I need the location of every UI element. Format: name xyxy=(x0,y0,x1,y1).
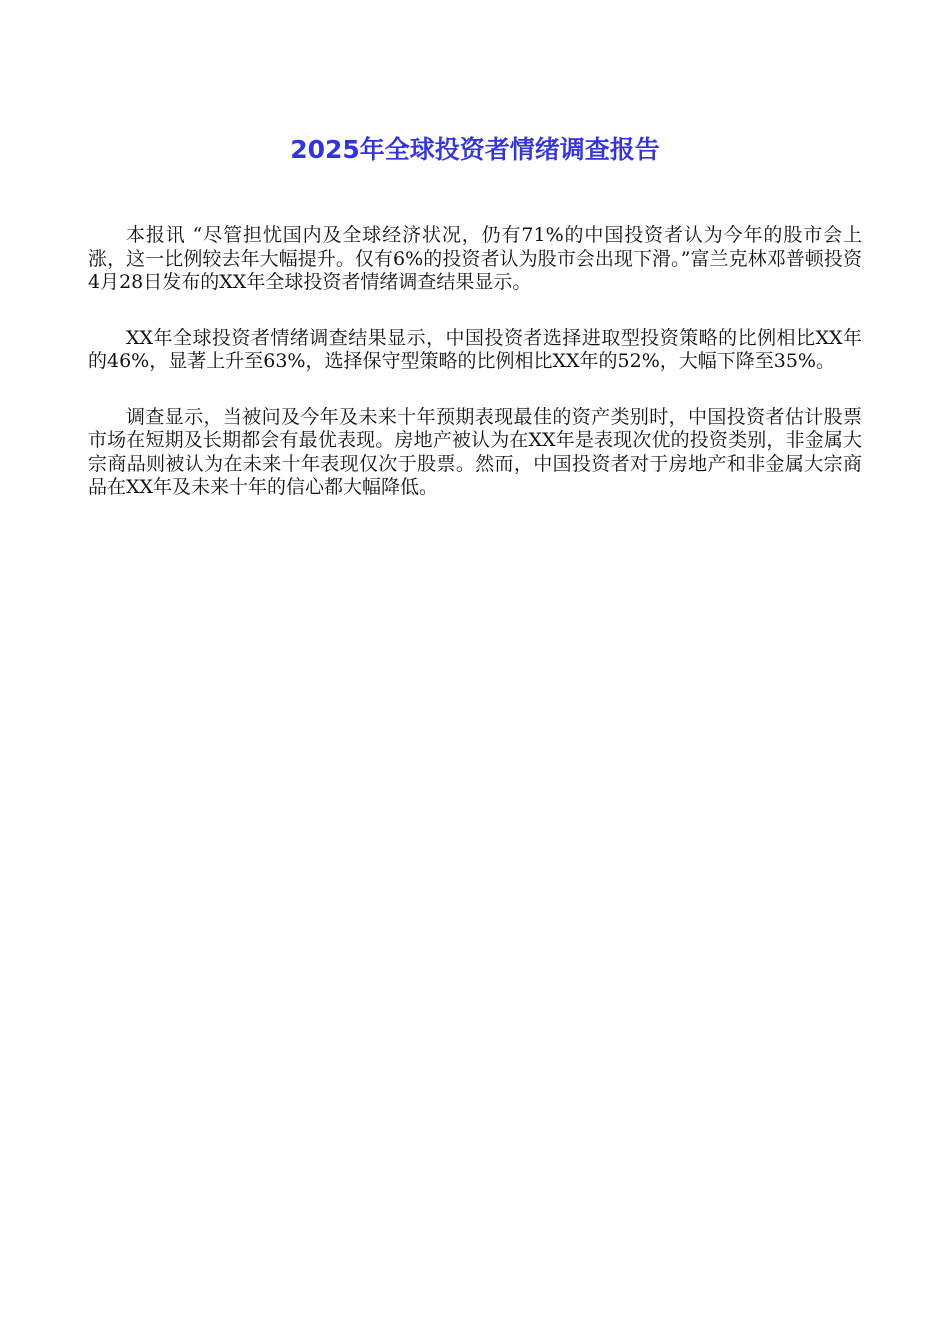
page-title: 2025年全球投资者情绪调查报告 xyxy=(290,135,660,164)
paragraph-asset-classes: 调查显示，当被问及今年及未来十年预期表现最佳的资产类别时，中国投资者估计股票市场在短期及长期都会有最优表现。房地产被认为在XX年是表现次优的投资类别，非金属大宗商品则被认为在未来十年表现仅次于股票。然而，中国投资者对于房地产和非金属大宗商品在XX年及未来十年的信心都大幅降低。 xyxy=(88,405,862,498)
paragraph-intro: 本报讯 “尽管担忧国内及全球经济状况，仍有71%的中国投资者认为今年的股市会上涨，这一比例较去年大幅提升。仅有6%的投资者认为股市会出现下滑。”富兰克林邓普顿投资4月28日发布的XX年全球投资者情绪调查结果显示。 xyxy=(88,224,862,293)
document-body xyxy=(88,224,862,532)
paragraph-strategy: XX年全球投资者情绪调查结果显示，中国投资者选择进取型投资策略的比例相比XX年的46%，显著上升至63%，选择保守型策略的比例相比XX年的52%，大幅下降至35%。 xyxy=(88,326,862,372)
